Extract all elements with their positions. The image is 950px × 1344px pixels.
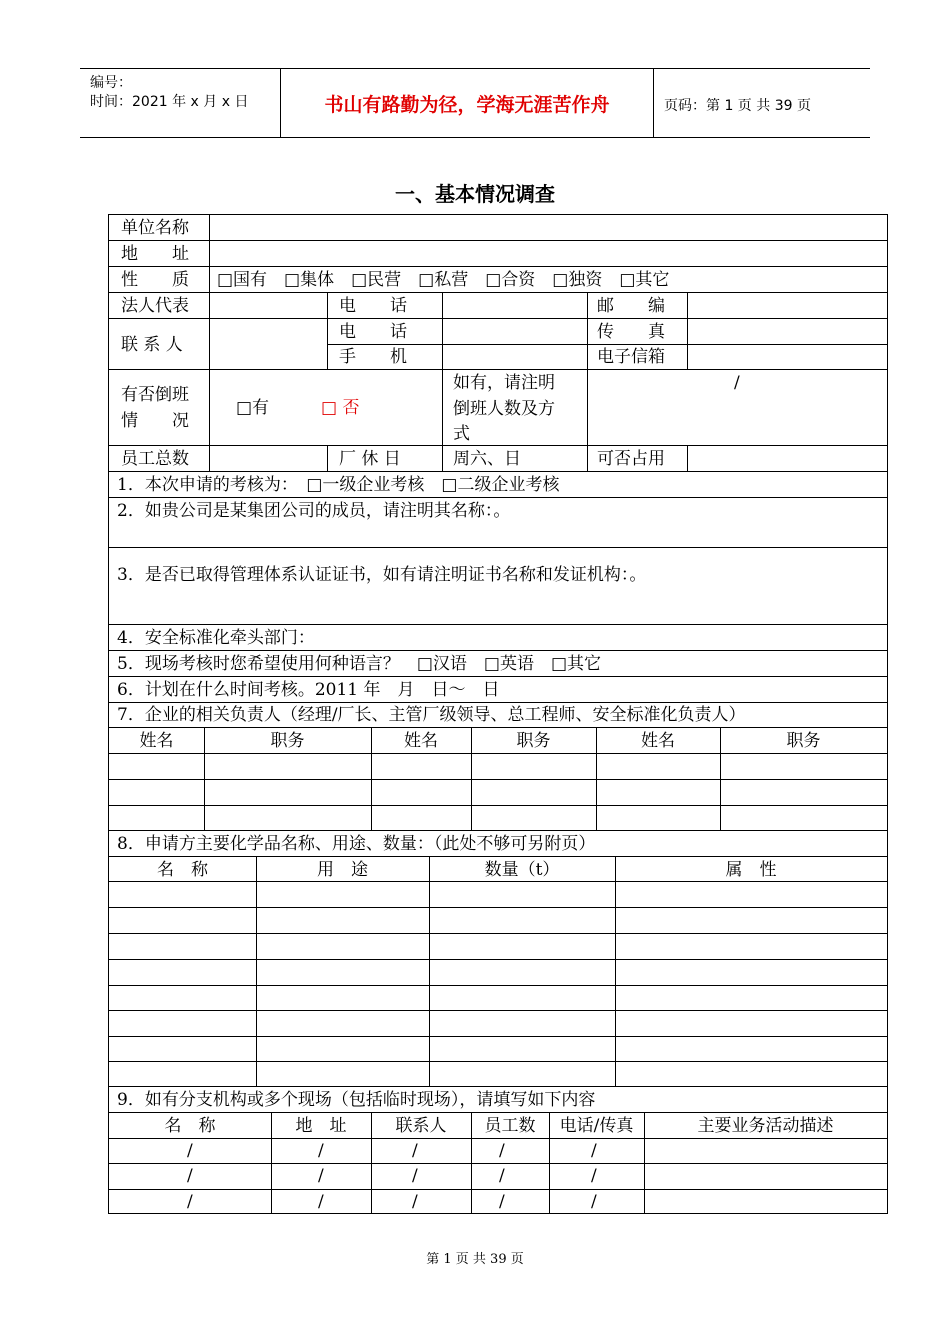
email-label: 电子信箱	[597, 347, 665, 367]
survey-form	[108, 214, 888, 1214]
row-line	[109, 805, 887, 806]
t7-header: 姓名	[139, 731, 174, 751]
row-line	[109, 881, 887, 882]
row-line	[109, 676, 887, 677]
header-meta	[80, 69, 281, 137]
row-line	[327, 344, 887, 345]
question-1: 1．本次申请的考核为： □一级企业考核 □二级企业考核	[117, 475, 560, 495]
row-line	[109, 292, 887, 293]
slash-cell: /	[187, 1192, 193, 1212]
row-line	[109, 753, 887, 754]
slash-cell: /	[412, 1192, 418, 1212]
t7-header: 职务	[516, 731, 551, 751]
t9-header: 员工数	[484, 1116, 536, 1136]
mobile-label: 手 机	[339, 347, 407, 367]
t9-header: 联系人	[395, 1116, 447, 1136]
col-line	[429, 856, 430, 1086]
slash-cell: /	[591, 1166, 597, 1186]
t8-header: 属 性	[725, 860, 777, 880]
phone-label: 电 话	[339, 322, 407, 342]
row-line	[109, 1189, 887, 1190]
t9-header: 地 址	[295, 1116, 347, 1136]
fax-label: 传 真	[597, 322, 665, 342]
row-line	[109, 727, 887, 728]
contact-label: 联 系 人	[121, 335, 183, 355]
row-line	[109, 1061, 887, 1062]
row-line	[109, 933, 887, 934]
row-line	[109, 1163, 887, 1164]
row-line	[109, 1086, 887, 1087]
slash-cell: /	[318, 1192, 324, 1212]
time-label: 时间：2021 年 x 月 x 日	[90, 94, 249, 110]
row-line	[109, 471, 887, 472]
row-line	[109, 318, 887, 319]
t7-header: 姓名	[641, 731, 675, 751]
row-line	[109, 445, 887, 446]
row-line	[109, 907, 887, 908]
t9-header: 主要业务活动描述	[697, 1116, 834, 1136]
row-line	[109, 1010, 887, 1011]
slash-cell: /	[412, 1166, 418, 1186]
row-line	[109, 497, 887, 498]
shift-label: 有否倒班	[121, 385, 189, 405]
legal-rep-label: 法人代表	[121, 296, 189, 316]
page-header	[80, 68, 870, 138]
col-line	[615, 856, 616, 1086]
header-page-info: 页码：第 1 页 共 39 页	[664, 98, 811, 114]
shift-note: 如有，请注明	[453, 373, 555, 393]
row-line	[109, 830, 887, 831]
question-5: 5．现场考核时您希望使用何种语言？ □汉语 □英语 □其它	[117, 654, 602, 674]
number-label: 编号：	[90, 75, 132, 91]
shift-note: 式	[453, 424, 470, 444]
row-line	[109, 369, 887, 370]
row-line	[109, 266, 887, 267]
row-line	[109, 856, 887, 857]
t9-header: 电话/传真	[559, 1116, 634, 1136]
shift-value: /	[734, 373, 740, 393]
slash-cell: /	[499, 1166, 505, 1186]
slash-cell: /	[187, 1166, 193, 1186]
header-motto: 书山有路勤为径，学海无涯苦作舟	[281, 69, 654, 137]
row-line	[109, 779, 887, 780]
t8-header: 用 途	[317, 860, 368, 880]
address-label: 地 址	[121, 244, 189, 264]
staff-total-label: 员工总数	[121, 449, 189, 469]
slash-cell: /	[318, 1141, 324, 1161]
row-line	[109, 650, 887, 651]
t8-header: 名 称	[157, 860, 208, 880]
t8-header: 数量（t）	[484, 860, 560, 880]
row-line	[109, 1036, 887, 1037]
col-line	[587, 292, 588, 471]
col-line	[687, 292, 688, 369]
row-line	[109, 1112, 887, 1113]
nature-label: 性 质	[121, 270, 189, 290]
slash-cell: /	[187, 1141, 193, 1161]
phone-label: 电 话	[339, 296, 407, 316]
t9-header: 名 称	[164, 1116, 216, 1136]
page-footer: 第 1 页 共 39 页	[426, 1252, 524, 1267]
rest-day-label: 厂 休 日	[339, 449, 401, 469]
col-line	[327, 292, 328, 369]
shift-label: 情 况	[121, 411, 189, 431]
row-line	[109, 624, 887, 625]
question-9: 9．如有分支机构或多个现场（包括临时现场），请填写如下内容	[117, 1090, 596, 1110]
occupy-label: 可否占用	[597, 449, 665, 469]
shift-yes-checkbox[interactable]: □有	[236, 398, 270, 418]
slash-cell: /	[412, 1141, 418, 1161]
weekend-label: 周六、日	[453, 449, 521, 469]
slash-cell: /	[499, 1141, 505, 1161]
t7-header: 姓名	[404, 731, 438, 751]
slash-cell: /	[591, 1141, 597, 1161]
col-line	[687, 445, 688, 471]
row-line	[109, 240, 887, 241]
shift-no-checkbox[interactable]: □ 否	[321, 398, 360, 418]
row-line	[109, 985, 887, 986]
page-title: 一、基本情况调查	[395, 182, 555, 206]
col-line	[442, 292, 443, 471]
question-6: 6．计划在什么时间考核。2011 年 月 日～ 日	[117, 680, 500, 700]
col-line	[327, 445, 328, 471]
row-line	[109, 1138, 887, 1139]
slash-cell: /	[318, 1166, 324, 1186]
question-8: 8．申请方主要化学品名称、用途、数量：（此处不够可另附页）	[117, 834, 596, 854]
postcode-label: 邮 编	[597, 296, 665, 316]
shift-note: 倒班人数及方	[453, 399, 555, 419]
slash-cell: /	[591, 1192, 597, 1212]
nature-options[interactable]: □国有 □集体 □民营 □私营 □合资 □独资 □其它	[217, 270, 670, 290]
row-line	[109, 702, 887, 703]
t7-header: 职务	[270, 731, 305, 751]
col-line	[209, 215, 210, 471]
row-line	[109, 959, 887, 960]
slash-cell: /	[499, 1192, 505, 1212]
question-4: 4．安全标准化牵头部门：	[117, 628, 315, 648]
question-7: 7．企业的相关负责人（经理/厂长、主管厂级领导、总工程师、安全标准化负责人）	[117, 705, 746, 725]
t7-header: 职务	[786, 731, 821, 751]
question-2: 2．如贵公司是某集团公司的成员，请注明其名称：。	[117, 501, 511, 521]
unit-name-label: 单位名称	[121, 218, 189, 238]
question-3: 3．是否已取得管理体系认证证书，如有请注明证书名称和发证机构：。	[117, 565, 647, 585]
col-line	[256, 856, 257, 1086]
row-line	[109, 547, 887, 548]
